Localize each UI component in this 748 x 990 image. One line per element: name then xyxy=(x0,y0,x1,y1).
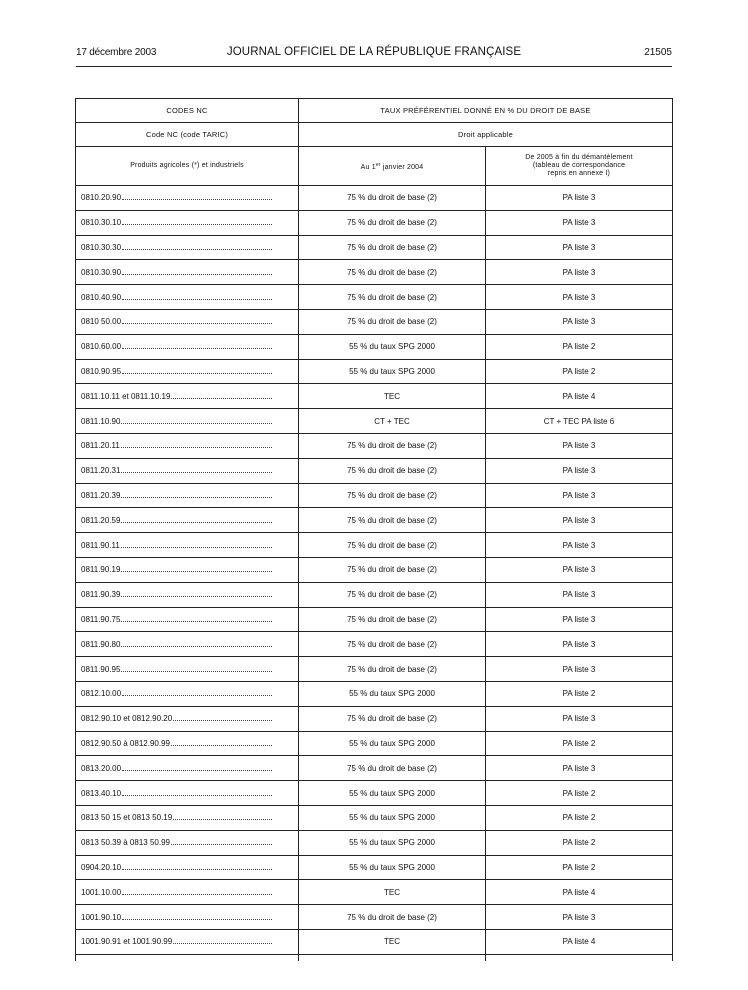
rate-2005-cell: PA liste 3 xyxy=(486,632,673,657)
code-cell xyxy=(76,359,299,384)
code-text: 0811.90.19 xyxy=(81,565,121,575)
code-text: 1001.10.00 xyxy=(81,887,122,897)
dot-leader xyxy=(121,417,272,424)
table-row xyxy=(76,632,673,657)
rate-2005-cell: PA liste 3 xyxy=(486,607,673,632)
continuation-cell xyxy=(299,954,486,961)
dot-leader xyxy=(121,590,272,597)
dot-leader xyxy=(122,268,272,275)
table-row xyxy=(76,210,673,235)
rate-2004-cell: 75 % du droit de base (2) xyxy=(299,483,486,508)
table-row xyxy=(76,285,673,310)
code-text: 0813 50 15 et 0813 50.19 xyxy=(81,813,173,823)
table-row xyxy=(76,905,673,930)
rate-2004-cell: 55 % du taux SPG 2000 xyxy=(299,681,486,706)
code-cell xyxy=(76,632,299,657)
rate-2005-cell: PA liste 3 xyxy=(486,706,673,731)
header-de-2005 xyxy=(486,147,673,186)
rate-2005-cell: PA liste 3 xyxy=(486,533,673,558)
rate-2004-cell: 75 % du droit de base (2) xyxy=(299,557,486,582)
rate-2004-cell: 75 % du droit de base (2) xyxy=(299,756,486,781)
dot-leader xyxy=(122,342,272,349)
table-row xyxy=(76,582,673,607)
dot-leader xyxy=(121,665,272,672)
code-cell xyxy=(76,607,299,632)
continuation-cell xyxy=(486,954,673,961)
code-cell xyxy=(76,582,299,607)
dot-leader xyxy=(122,243,272,250)
header-au-suffix: janvier 2004 xyxy=(380,163,424,171)
header-de-2005-line3: repris en annexe I) xyxy=(547,170,611,177)
rate-2004-cell: 75 % du droit de base (2) xyxy=(299,235,486,260)
dot-leader xyxy=(122,193,272,200)
rate-2005-cell: PA liste 3 xyxy=(486,458,673,483)
header-date: 17 décembre 2003 xyxy=(76,47,157,58)
code-text: 0811.90.95 xyxy=(81,664,121,674)
rate-2005-cell: PA liste 2 xyxy=(486,855,673,880)
code-text: 0811.90.75 xyxy=(81,614,121,624)
table-row xyxy=(76,855,673,880)
table-row xyxy=(76,681,673,706)
dot-leader xyxy=(171,739,272,746)
rate-2004-cell: 75 % du droit de base (2) xyxy=(299,210,486,235)
table-row xyxy=(76,260,673,285)
journal-title: JOURNAL OFFICIEL DE LA RÉPUBLIQUE FRANÇAISE xyxy=(226,46,522,58)
rate-2004-cell: 75 % du droit de base (2) xyxy=(299,285,486,310)
rate-2005-cell: PA liste 3 xyxy=(486,235,673,260)
code-cell xyxy=(76,929,299,954)
table-row xyxy=(76,483,673,508)
header-rule xyxy=(76,66,672,67)
code-cell xyxy=(76,533,299,558)
code-text: 0811.90.11 xyxy=(81,540,120,550)
rate-2005-cell: PA liste 3 xyxy=(486,210,673,235)
code-text: 0810.60.00 xyxy=(81,342,122,352)
dot-leader xyxy=(121,541,272,548)
code-text: 0813.20.00 xyxy=(81,763,122,773)
code-cell xyxy=(76,706,299,731)
dot-leader xyxy=(121,491,272,498)
rate-2005-cell: PA liste 3 xyxy=(486,483,673,508)
code-cell xyxy=(76,483,299,508)
code-cell xyxy=(76,210,299,235)
rate-2005-cell: PA liste 2 xyxy=(486,830,673,855)
header-code-taric: Code NC (code TARIC) xyxy=(76,123,299,147)
rate-2005-cell: PA liste 2 xyxy=(486,681,673,706)
rate-2004-cell: 75 % du droit de base (2) xyxy=(299,186,486,211)
code-text: 0811.10.90 xyxy=(81,416,121,426)
rate-2004-cell: 75 % du droit de base (2) xyxy=(299,657,486,682)
rate-2004-cell: 55 % du taux SPG 2000 xyxy=(299,830,486,855)
dot-leader xyxy=(121,441,272,448)
table-row xyxy=(76,433,673,458)
page-header xyxy=(76,47,672,63)
dot-leader xyxy=(171,392,272,399)
rate-2005-cell: PA liste 3 xyxy=(486,582,673,607)
code-text: 0904.20.10 xyxy=(81,862,122,872)
rate-2005-cell: PA liste 3 xyxy=(486,657,673,682)
code-text: 0812.90.10 et 0812.90.20 xyxy=(81,714,173,724)
code-cell xyxy=(76,756,299,781)
rate-2004-cell: 75 % du droit de base (2) xyxy=(299,607,486,632)
code-text: 0813.40.10 xyxy=(81,788,122,798)
table-row xyxy=(76,607,673,632)
rate-2004-cell: 75 % du droit de base (2) xyxy=(299,309,486,334)
code-cell xyxy=(76,781,299,806)
dot-leader xyxy=(122,789,272,796)
header-row-columns xyxy=(76,147,673,186)
table-row xyxy=(76,409,673,434)
code-text: 0811.90.80 xyxy=(81,639,121,649)
dot-leader xyxy=(122,888,272,895)
header-taux-preferentiel: TAUX PRÉFÉRENTIEL DONNÉ EN % DU DROIT DE BASE xyxy=(299,99,673,123)
dot-leader xyxy=(122,293,272,300)
dot-leader xyxy=(121,640,272,647)
code-text: 1001.90.91 et 1001.90.99 xyxy=(81,937,173,947)
rate-2004-cell: 75 % du droit de base (2) xyxy=(299,433,486,458)
table-row xyxy=(76,830,673,855)
rate-2004-cell: 75 % du droit de base (2) xyxy=(299,458,486,483)
dot-leader xyxy=(122,689,272,696)
rate-2005-cell: PA liste 3 xyxy=(486,309,673,334)
rate-2005-cell: CT + TEC PA liste 6 xyxy=(486,409,673,434)
table-row xyxy=(76,384,673,409)
dot-leader xyxy=(122,367,272,374)
rate-2005-cell: PA liste 3 xyxy=(486,557,673,582)
header-de-2005-line2: (tableau de correspondance xyxy=(532,162,626,169)
table-row xyxy=(76,805,673,830)
rate-2004-cell: TEC xyxy=(299,929,486,954)
table-row xyxy=(76,929,673,954)
rate-2005-cell: PA liste 3 xyxy=(486,433,673,458)
rate-2005-cell: PA liste 3 xyxy=(486,285,673,310)
dot-leader xyxy=(121,466,272,473)
dot-leader xyxy=(173,937,272,944)
rate-2004-cell: 75 % du droit de base (2) xyxy=(299,905,486,930)
dot-leader xyxy=(121,516,272,523)
rate-2005-cell: PA liste 2 xyxy=(486,805,673,830)
rate-2004-cell: 75 % du droit de base (2) xyxy=(299,508,486,533)
table-row xyxy=(76,235,673,260)
header-au-2004 xyxy=(299,147,486,186)
code-text: 0811.20.11 xyxy=(81,441,120,451)
dot-leader xyxy=(122,764,272,771)
header-codes-nc: CODES NC xyxy=(76,99,299,123)
code-text: 0811.20.31 xyxy=(81,466,121,476)
rate-2004-cell: 75 % du droit de base (2) xyxy=(299,632,486,657)
dot-leader xyxy=(121,565,272,572)
rate-2005-cell: PA liste 3 xyxy=(486,508,673,533)
code-text: 0812.90.50 à 0812.90.99 xyxy=(81,738,170,748)
code-cell xyxy=(76,458,299,483)
table-continuation xyxy=(76,954,673,961)
rate-2005-cell: PA liste 4 xyxy=(486,880,673,905)
dot-leader xyxy=(171,838,272,845)
code-text: 1001.90.10 xyxy=(81,912,122,922)
code-text: 0810.40.90 xyxy=(81,292,122,302)
code-cell xyxy=(76,433,299,458)
rate-2005-cell: PA liste 3 xyxy=(486,186,673,211)
code-text: 0811.10.11 et 0811.10.19 xyxy=(81,391,171,401)
dot-leader xyxy=(173,813,272,820)
rate-2005-cell: PA liste 3 xyxy=(486,905,673,930)
page-number: 21505 xyxy=(644,47,672,58)
code-cell xyxy=(76,905,299,930)
rate-2005-cell: PA liste 4 xyxy=(486,384,673,409)
header-droit-applicable: Droit applicable xyxy=(299,123,673,147)
code-cell xyxy=(76,235,299,260)
code-cell xyxy=(76,830,299,855)
table-row xyxy=(76,731,673,756)
dot-leader xyxy=(173,714,272,721)
header-au-prefix: Au 1 xyxy=(360,163,376,171)
dot-leader xyxy=(122,317,272,324)
rate-2004-cell: 55 % du taux SPG 2000 xyxy=(299,781,486,806)
code-cell xyxy=(76,508,299,533)
code-text: 0810.30.30 xyxy=(81,242,122,252)
rate-2004-cell: 75 % du droit de base (2) xyxy=(299,260,486,285)
table-row xyxy=(76,458,673,483)
code-text: 0810.30.10 xyxy=(81,218,122,228)
rate-2004-cell: 55 % du taux SPG 2000 xyxy=(299,731,486,756)
code-cell xyxy=(76,557,299,582)
code-cell xyxy=(76,731,299,756)
code-text: 0810.90.95 xyxy=(81,366,122,376)
code-cell xyxy=(76,657,299,682)
code-text: 0811.90.39 xyxy=(81,590,121,600)
rate-2004-cell: CT + TEC xyxy=(299,409,486,434)
dot-leader xyxy=(122,218,272,225)
table-row xyxy=(76,533,673,558)
table-row xyxy=(76,657,673,682)
rate-2004-cell: 55 % du taux SPG 2000 xyxy=(299,359,486,384)
dot-leader xyxy=(122,863,272,870)
code-text: 0813 50.39 à 0813 50.99 xyxy=(81,838,170,848)
rate-2005-cell: PA liste 3 xyxy=(486,260,673,285)
header-row-code-taric xyxy=(76,123,673,147)
header-de-2005-line1: De 2005 à fin du démantèlement xyxy=(525,154,633,161)
code-cell xyxy=(76,805,299,830)
code-text: 0811.20.59 xyxy=(81,515,121,525)
tariff-table xyxy=(75,98,673,961)
rate-2004-cell: 55 % du taux SPG 2000 xyxy=(299,334,486,359)
code-text: 0812.10.00 xyxy=(81,689,122,699)
code-text: 0810.30.90 xyxy=(81,267,122,277)
table-row xyxy=(76,309,673,334)
header-row-codes xyxy=(76,99,673,123)
code-cell xyxy=(76,880,299,905)
rate-2004-cell: 55 % du taux SPG 2000 xyxy=(299,805,486,830)
code-cell xyxy=(76,681,299,706)
rate-2004-cell: TEC xyxy=(299,880,486,905)
rate-2004-cell: 55 % du taux SPG 2000 xyxy=(299,855,486,880)
code-cell xyxy=(76,409,299,434)
rate-2005-cell: PA liste 2 xyxy=(486,334,673,359)
rate-2004-cell: TEC xyxy=(299,384,486,409)
code-cell xyxy=(76,186,299,211)
dot-leader xyxy=(122,913,272,920)
code-cell xyxy=(76,384,299,409)
table-row xyxy=(76,880,673,905)
code-cell xyxy=(76,334,299,359)
table-row xyxy=(76,557,673,582)
code-cell xyxy=(76,855,299,880)
table-row xyxy=(76,508,673,533)
rate-2004-cell: 75 % du droit de base (2) xyxy=(299,582,486,607)
rate-2004-cell: 75 % du droit de base (2) xyxy=(299,533,486,558)
dot-leader xyxy=(121,615,272,622)
table-row xyxy=(76,186,673,211)
table-row xyxy=(76,334,673,359)
table-row xyxy=(76,359,673,384)
rate-2005-cell: PA liste 3 xyxy=(486,756,673,781)
code-text: 0811.20.39 xyxy=(81,490,121,500)
rate-2005-cell: PA liste 4 xyxy=(486,929,673,954)
rate-2004-cell: 75 % du droit de base (2) xyxy=(299,706,486,731)
code-cell xyxy=(76,260,299,285)
table-row xyxy=(76,706,673,731)
rate-2005-cell: PA liste 2 xyxy=(486,731,673,756)
table-row xyxy=(76,781,673,806)
table-row xyxy=(76,756,673,781)
code-cell xyxy=(76,309,299,334)
code-text: 0810.20.90 xyxy=(81,193,122,203)
continuation-cell xyxy=(76,954,299,961)
code-cell xyxy=(76,285,299,310)
rate-2005-cell: PA liste 2 xyxy=(486,781,673,806)
code-text: 0810 50.00 xyxy=(81,317,122,327)
header-au-sup: er xyxy=(375,161,381,168)
rate-2005-cell: PA liste 2 xyxy=(486,359,673,384)
header-produits: Produits agricoles (*) et industriels xyxy=(76,147,299,186)
